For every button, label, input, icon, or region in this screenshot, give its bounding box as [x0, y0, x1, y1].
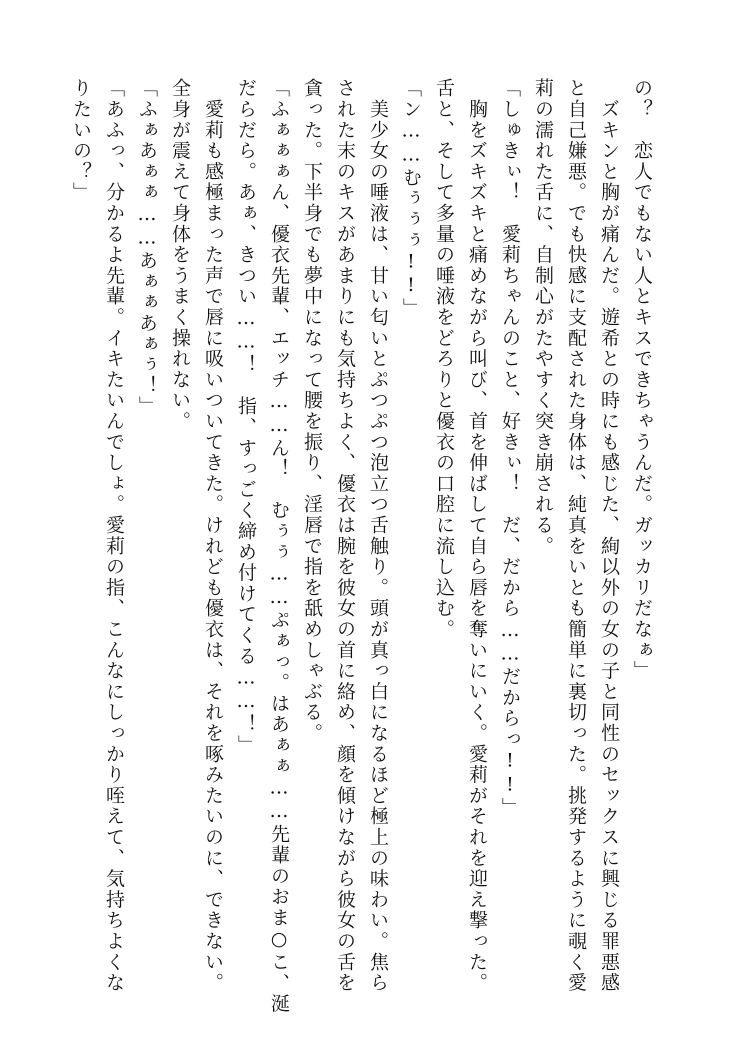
text-line: 舌と、そして多量の唾液をどろりと優衣の口腔に流し込む。: [433, 78, 455, 640]
text-line: 愛莉も感極まった声で唇に吸いついてきた。けれども優衣は、それを啄みたいのに、できない。: [202, 78, 224, 994]
text-line: と自己嫌悪。でも快感に支配された身体は、純真をいとも簡単に裏切った。挑発するように覗く愛: [565, 78, 587, 994]
text-line: 「ふぁぁぁん、優衣先輩、エッチ……ん！ むぅぅ……ぷぁっ。はあぁぁ……先輩のおま○こ、涎: [268, 78, 290, 1015]
text-line: された末のキスがあまりにも気持ちよく、優衣は腕を彼女の首に絡め、顔を傾けながら彼女の舌を: [334, 78, 356, 994]
text-line: 「ン……むぅぅぅ!!」: [400, 78, 422, 319]
text-line: 「ふぁあぁぁ……あぁぁあぁぅ！」: [136, 78, 158, 417]
text-line: だらだら。あぁ、きつい……！ 指、すっごく締め付けてくる……！」: [235, 78, 257, 756]
text-line: りたいの？」: [70, 78, 92, 203]
text-line: の？ 恋人でもない人とキスできちゃうんだ。ガッカリだなぁ」: [631, 78, 653, 682]
text-line: 貪った。下半身でも夢中になって腰を振り、淫唇で指を舐めしゃぶる。: [301, 78, 323, 744]
text-line: ズキンと胸が痛んだ。遊希との時にも感じた、絢以外の女の子と同性のセックスに興じる罪悪感: [598, 78, 620, 994]
vertical-text-block: [64, 78, 658, 1015]
text-line: 胸をズキズキと痛めながら叫び、首を伸ばして自ら唇を奪いにいく。愛莉がそれを迎え撃った。: [466, 78, 488, 994]
text-line: 莉の濡れた舌に、自制心がたやすく突き崩される。: [532, 78, 554, 557]
text-line: 美少女の唾液は、甘い匂いとぷつぷつ泡立つ舌触り。頭が真っ白になるほど極上の味わい。焦ら: [367, 78, 389, 994]
text-line: 「あふっ、分かるよ先輩。イキたいんでしょ。愛莉の指、こんなにしっかり咥えて、気持ちよくな: [103, 78, 125, 994]
text-line: 「しゅきぃ！ 愛莉ちゃんのこと、好きぃ！ だ、だから……だからっ!!」: [499, 78, 521, 818]
text-line: 全身が震えて身体をうまく操れない。: [169, 78, 191, 432]
